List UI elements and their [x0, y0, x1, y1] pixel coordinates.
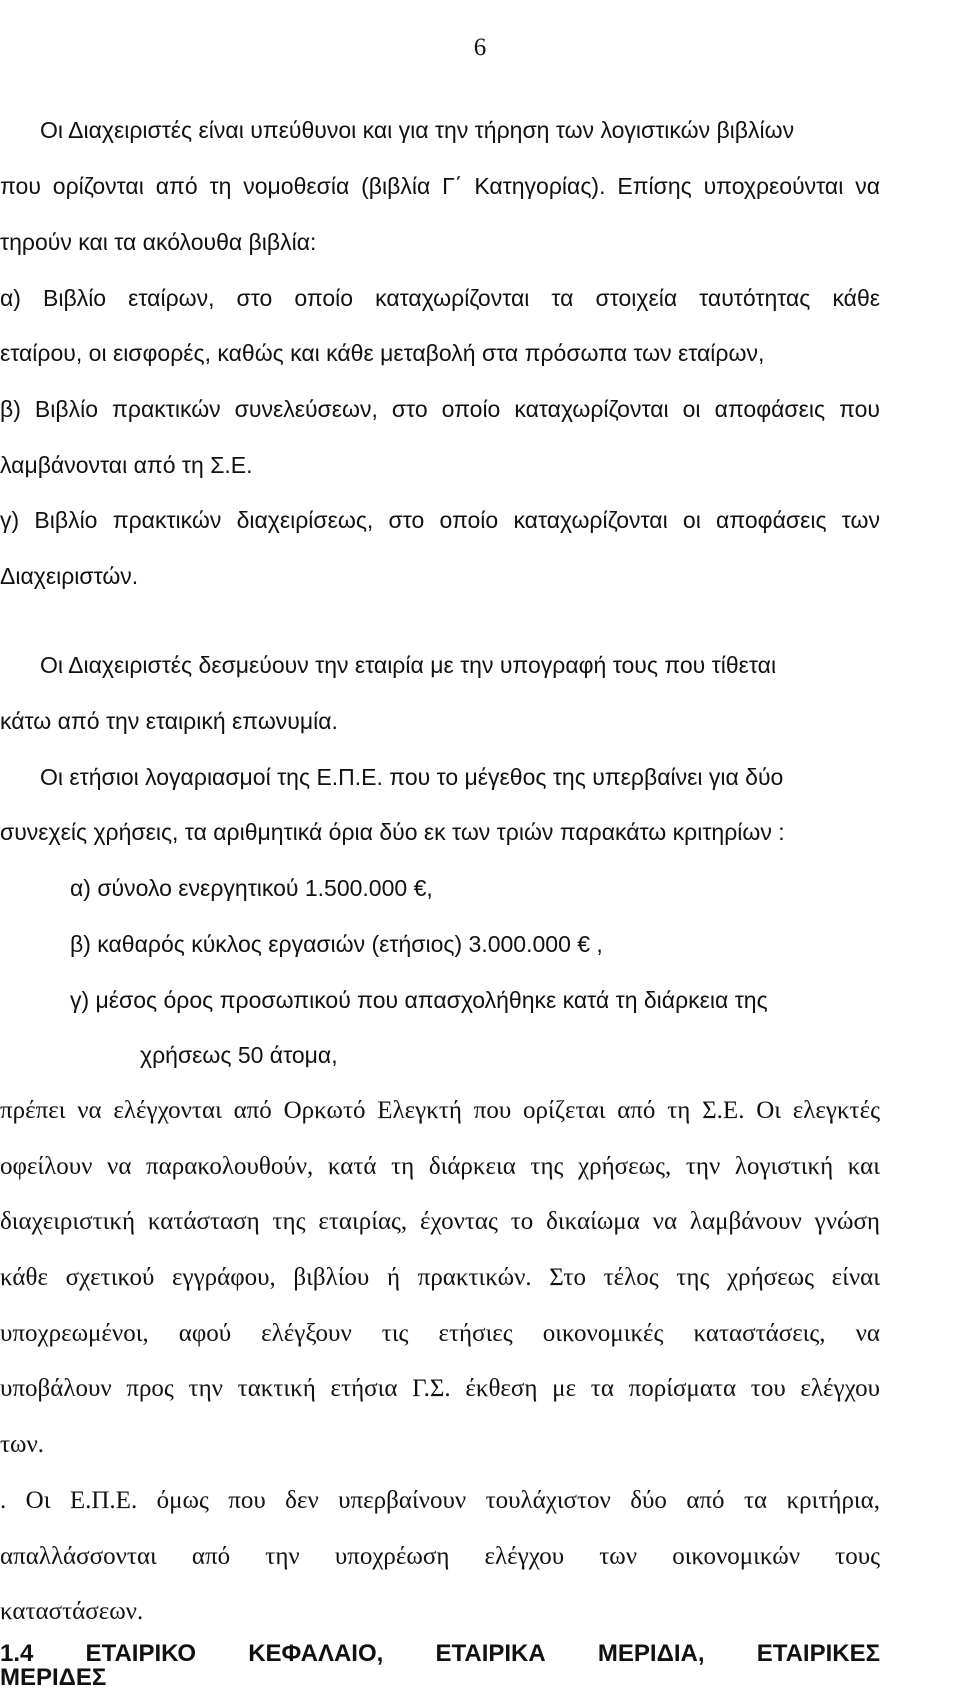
text-line: Οι ετήσιοι λογαριασμοί της Ε.Π.Ε. που το μέγεθος της υπερβαίνει για δύο: [40, 764, 784, 790]
text-line: πρέπει να ελέγχονται από Ορκωτό Ελεγκτή που ορίζεται από τη Σ.Ε. Οι ελεγκτές: [0, 1097, 880, 1124]
section-heading: 1.4 ΕΤΑΙΡΙΚΟ ΚΕΦΑΛΑΙΟ, ΕΤΑΙΡΙΚΑ ΜΕΡΙΔΙΑ, ΕΤΑΙΡΙΚΕΣ: [0, 1640, 880, 1667]
text-line: α) Βιβλίο εταίρων, στο οποίο καταχωρίζονται τα στοιχεία ταυτότητας κάθε: [0, 285, 880, 311]
page-number: 6: [473, 34, 487, 61]
list-item: β) καθαρός κύκλος εργασιών (ετήσιος) 3.000.000 € ,: [70, 931, 603, 957]
text-line: απαλλάσσονται από την υποχρέωση ελέγχου των οικονομικών τους: [0, 1543, 880, 1570]
text-line: β) Βιβλίο πρακτικών συνελεύσεων, στο οποίο καταχωρίζονται οι αποφάσεις που: [0, 396, 880, 422]
text-line: συνεχείς χρήσεις, τα αριθμητικά όρια δύο εκ των τριών παρακάτω κριτηρίων :: [0, 819, 785, 845]
list-item: χρήσεως 50 άτομα,: [140, 1042, 338, 1068]
list-item: α) σύνολο ενεργητικού 1.500.000 €,: [70, 875, 433, 901]
text-line: . Οι Ε.Π.Ε. όμως που δεν υπερβαίνουν τουλάχιστον δύο από τα κριτήρια,: [0, 1487, 880, 1514]
text-line: Οι Διαχειριστές δεσμεύουν την εταιρία με την υπογραφή τους που τίθεται: [40, 652, 777, 678]
section-heading-continued: ΜΕΡΙΔΕΣ: [0, 1664, 107, 1691]
text-line: υποβάλουν προς την τακτική ετήσια Γ.Σ. έκθεση με τα πορίσματα του ελέγχου: [0, 1375, 880, 1402]
text-line: τηρούν και τα ακόλουθα βιβλία:: [0, 229, 317, 255]
text-line: διαχειριστική κατάσταση της εταιρίας, έχοντας το δικαίωμα να λαμβάνουν γνώση: [0, 1208, 880, 1235]
text-line: κάτω από την εταιρική επωνυμία.: [0, 708, 338, 734]
text-line: οφείλουν να παρακολουθούν, κατά τη διάρκεια της χρήσεως, την λογιστική και: [0, 1153, 880, 1180]
text-line: λαμβάνονται από τη Σ.Ε.: [0, 452, 253, 478]
text-line: Διαχειριστών.: [0, 563, 139, 589]
text-line: εταίρου, οι εισφορές, καθώς και κάθε μεταβολή στα πρόσωπα των εταίρων,: [0, 340, 765, 366]
text-line: που ορίζονται από τη νομοθεσία (βιβλία Γ΄ Κατηγορίας). Επίσης υποχρεούνται να: [0, 173, 880, 199]
text-line: των.: [0, 1431, 45, 1458]
text-line: γ) Βιβλίο πρακτικών διαχειρίσεως, στο οποίο καταχωρίζονται οι αποφάσεις των: [0, 507, 880, 533]
text-line: Οι Διαχειριστές είναι υπεύθυνοι και για την τήρηση των λογιστικών βιβλίων: [40, 117, 795, 143]
list-item: γ) μέσος όρος προσωπικού που απασχολήθηκε κατά τη διάρκεια της: [70, 987, 768, 1013]
text-line: καταστάσεων.: [0, 1598, 144, 1625]
text-line: υποχρεωμένοι, αφού ελέγξουν τις ετήσιες οικονομικές καταστάσεις, να: [0, 1320, 880, 1347]
text-line: κάθε σχετικού εγγράφου, βιβλίου ή πρακτικών. Στο τέλος της χρήσεως είναι: [0, 1264, 880, 1291]
